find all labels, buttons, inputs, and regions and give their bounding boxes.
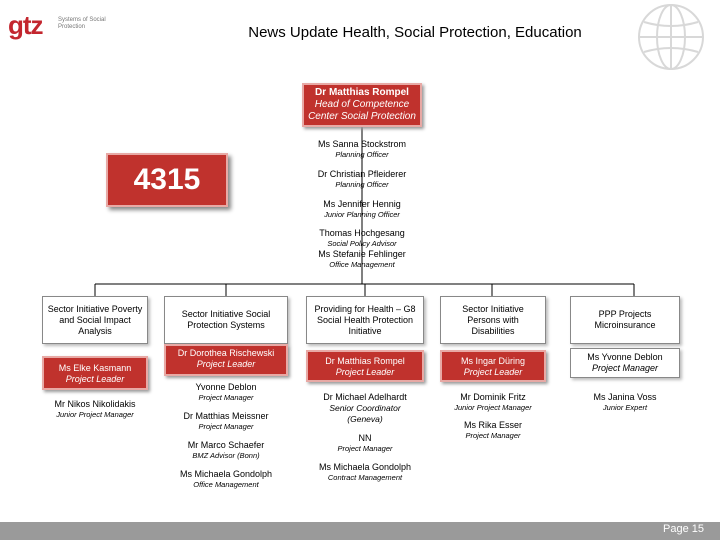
- head-of-center-box: [302, 83, 422, 127]
- member-name: Ms Michaela Gondolph: [318, 462, 412, 472]
- member-role: Project Manager: [198, 393, 254, 402]
- member-name: Mr Dominik Fritz: [460, 392, 526, 402]
- member: [34, 399, 156, 419]
- member-role: Office Management: [193, 480, 259, 489]
- staff-member: [262, 249, 462, 269]
- staff-name: Thomas Hochgesang: [319, 228, 405, 238]
- member-role: Junior Project Manager: [454, 403, 532, 412]
- lead-name: Ms Elke Kasmann: [58, 363, 132, 373]
- member-name: Dr Michael Adelhardt: [323, 392, 407, 402]
- project-manager-box: [570, 348, 680, 378]
- member-name: Mr Marco Schaefer: [187, 440, 265, 450]
- page-title: News Update Health, Social Protection, Education: [248, 24, 582, 41]
- lead-name: Ms Yvonne Deblon: [587, 352, 663, 362]
- staff-name: Ms Sanna Stockstrom: [317, 139, 407, 149]
- column-heading-social-protection: Sector Initiative Social Protection Systems: [164, 296, 288, 344]
- staff-name: Ms Stefanie Fehlinger: [318, 249, 406, 259]
- staff-role: Planning Officer: [335, 150, 389, 159]
- staff-name: Ms Jennifer Hennig: [323, 199, 401, 209]
- logo-subtitle: Systems of Social Protection: [58, 17, 106, 30]
- member-name: Ms Rika Esser: [463, 420, 522, 430]
- staff-role: Planning Officer: [335, 180, 389, 189]
- lead-name: Dr Dorothea Rischewski: [177, 348, 275, 358]
- project-leader-box: [42, 356, 148, 390]
- project-leader-box: [164, 344, 288, 376]
- member-name: Mr Nikos Nikolidakis: [54, 399, 136, 409]
- member-role: Project Manager: [337, 444, 393, 453]
- member: [164, 469, 288, 489]
- column-heading-disabilities: Sector Initiative Persons with Disabilities: [440, 296, 546, 344]
- member-role: Contract Management: [327, 473, 403, 482]
- unit-number-box: 4315: [106, 153, 228, 207]
- member: [430, 420, 556, 440]
- member-role: Senior Coordinator (Geneva): [329, 403, 401, 424]
- staff-member: [262, 139, 462, 159]
- lead-role: Project Leader: [335, 367, 395, 377]
- member-role: BMZ Advisor (Bonn): [192, 451, 260, 460]
- footer-bar: [0, 522, 720, 540]
- lead-name: Dr Matthias Rompel: [325, 356, 405, 366]
- member: [430, 392, 556, 412]
- member-role: Junior Project Manager: [56, 410, 134, 419]
- member-role: Junior Expert: [602, 403, 648, 412]
- lead-role: Project Leader: [65, 374, 125, 384]
- lead-role: Project Manager: [591, 363, 659, 373]
- column-heading-microinsurance: PPP Projects Microinsurance: [570, 296, 680, 344]
- member: [300, 392, 430, 425]
- member: [564, 392, 686, 412]
- staff-member: [262, 169, 462, 189]
- staff-role: Social Policy Advisor: [327, 239, 397, 248]
- head-role: Head of Competence Center Social Protection: [308, 99, 416, 122]
- member: [300, 462, 430, 482]
- member-name: Yvonne Deblon: [195, 382, 257, 392]
- staff-role: Junior Planning Officer: [324, 210, 400, 219]
- page-number: Page 15: [663, 523, 704, 535]
- project-leader-box: [306, 350, 424, 382]
- lead-role: Project Leader: [196, 359, 256, 369]
- project-leader-box: [440, 350, 546, 382]
- column-heading-poverty: Sector Initiative Poverty and Social Impact Analysis: [42, 296, 148, 344]
- lead-name: Ms Ingar Düring: [460, 356, 526, 366]
- member: [164, 382, 288, 402]
- lead-role: Project Leader: [463, 367, 523, 377]
- staff-member: [262, 228, 462, 248]
- member-name: Ms Michaela Gondolph: [179, 469, 273, 479]
- member: [164, 411, 288, 431]
- member-name: NN: [358, 433, 372, 443]
- head-name: Dr Matthias Rompel: [315, 87, 409, 98]
- column-heading-health: Providing for Health – G8 Social Health Protection Initiative: [306, 296, 424, 344]
- gtz-logo: gtz: [8, 10, 43, 40]
- member-name: Dr Matthias Meissner: [183, 411, 269, 421]
- member-name: Ms Janina Voss: [593, 392, 657, 402]
- member-role: Project Manager: [465, 431, 521, 440]
- staff-role: Office Management: [329, 260, 395, 269]
- staff-name: Dr Christian Pfleiderer: [317, 169, 407, 179]
- member-role: Project Manager: [198, 422, 254, 431]
- member: [300, 433, 430, 453]
- member: [164, 440, 288, 460]
- staff-member: [262, 199, 462, 219]
